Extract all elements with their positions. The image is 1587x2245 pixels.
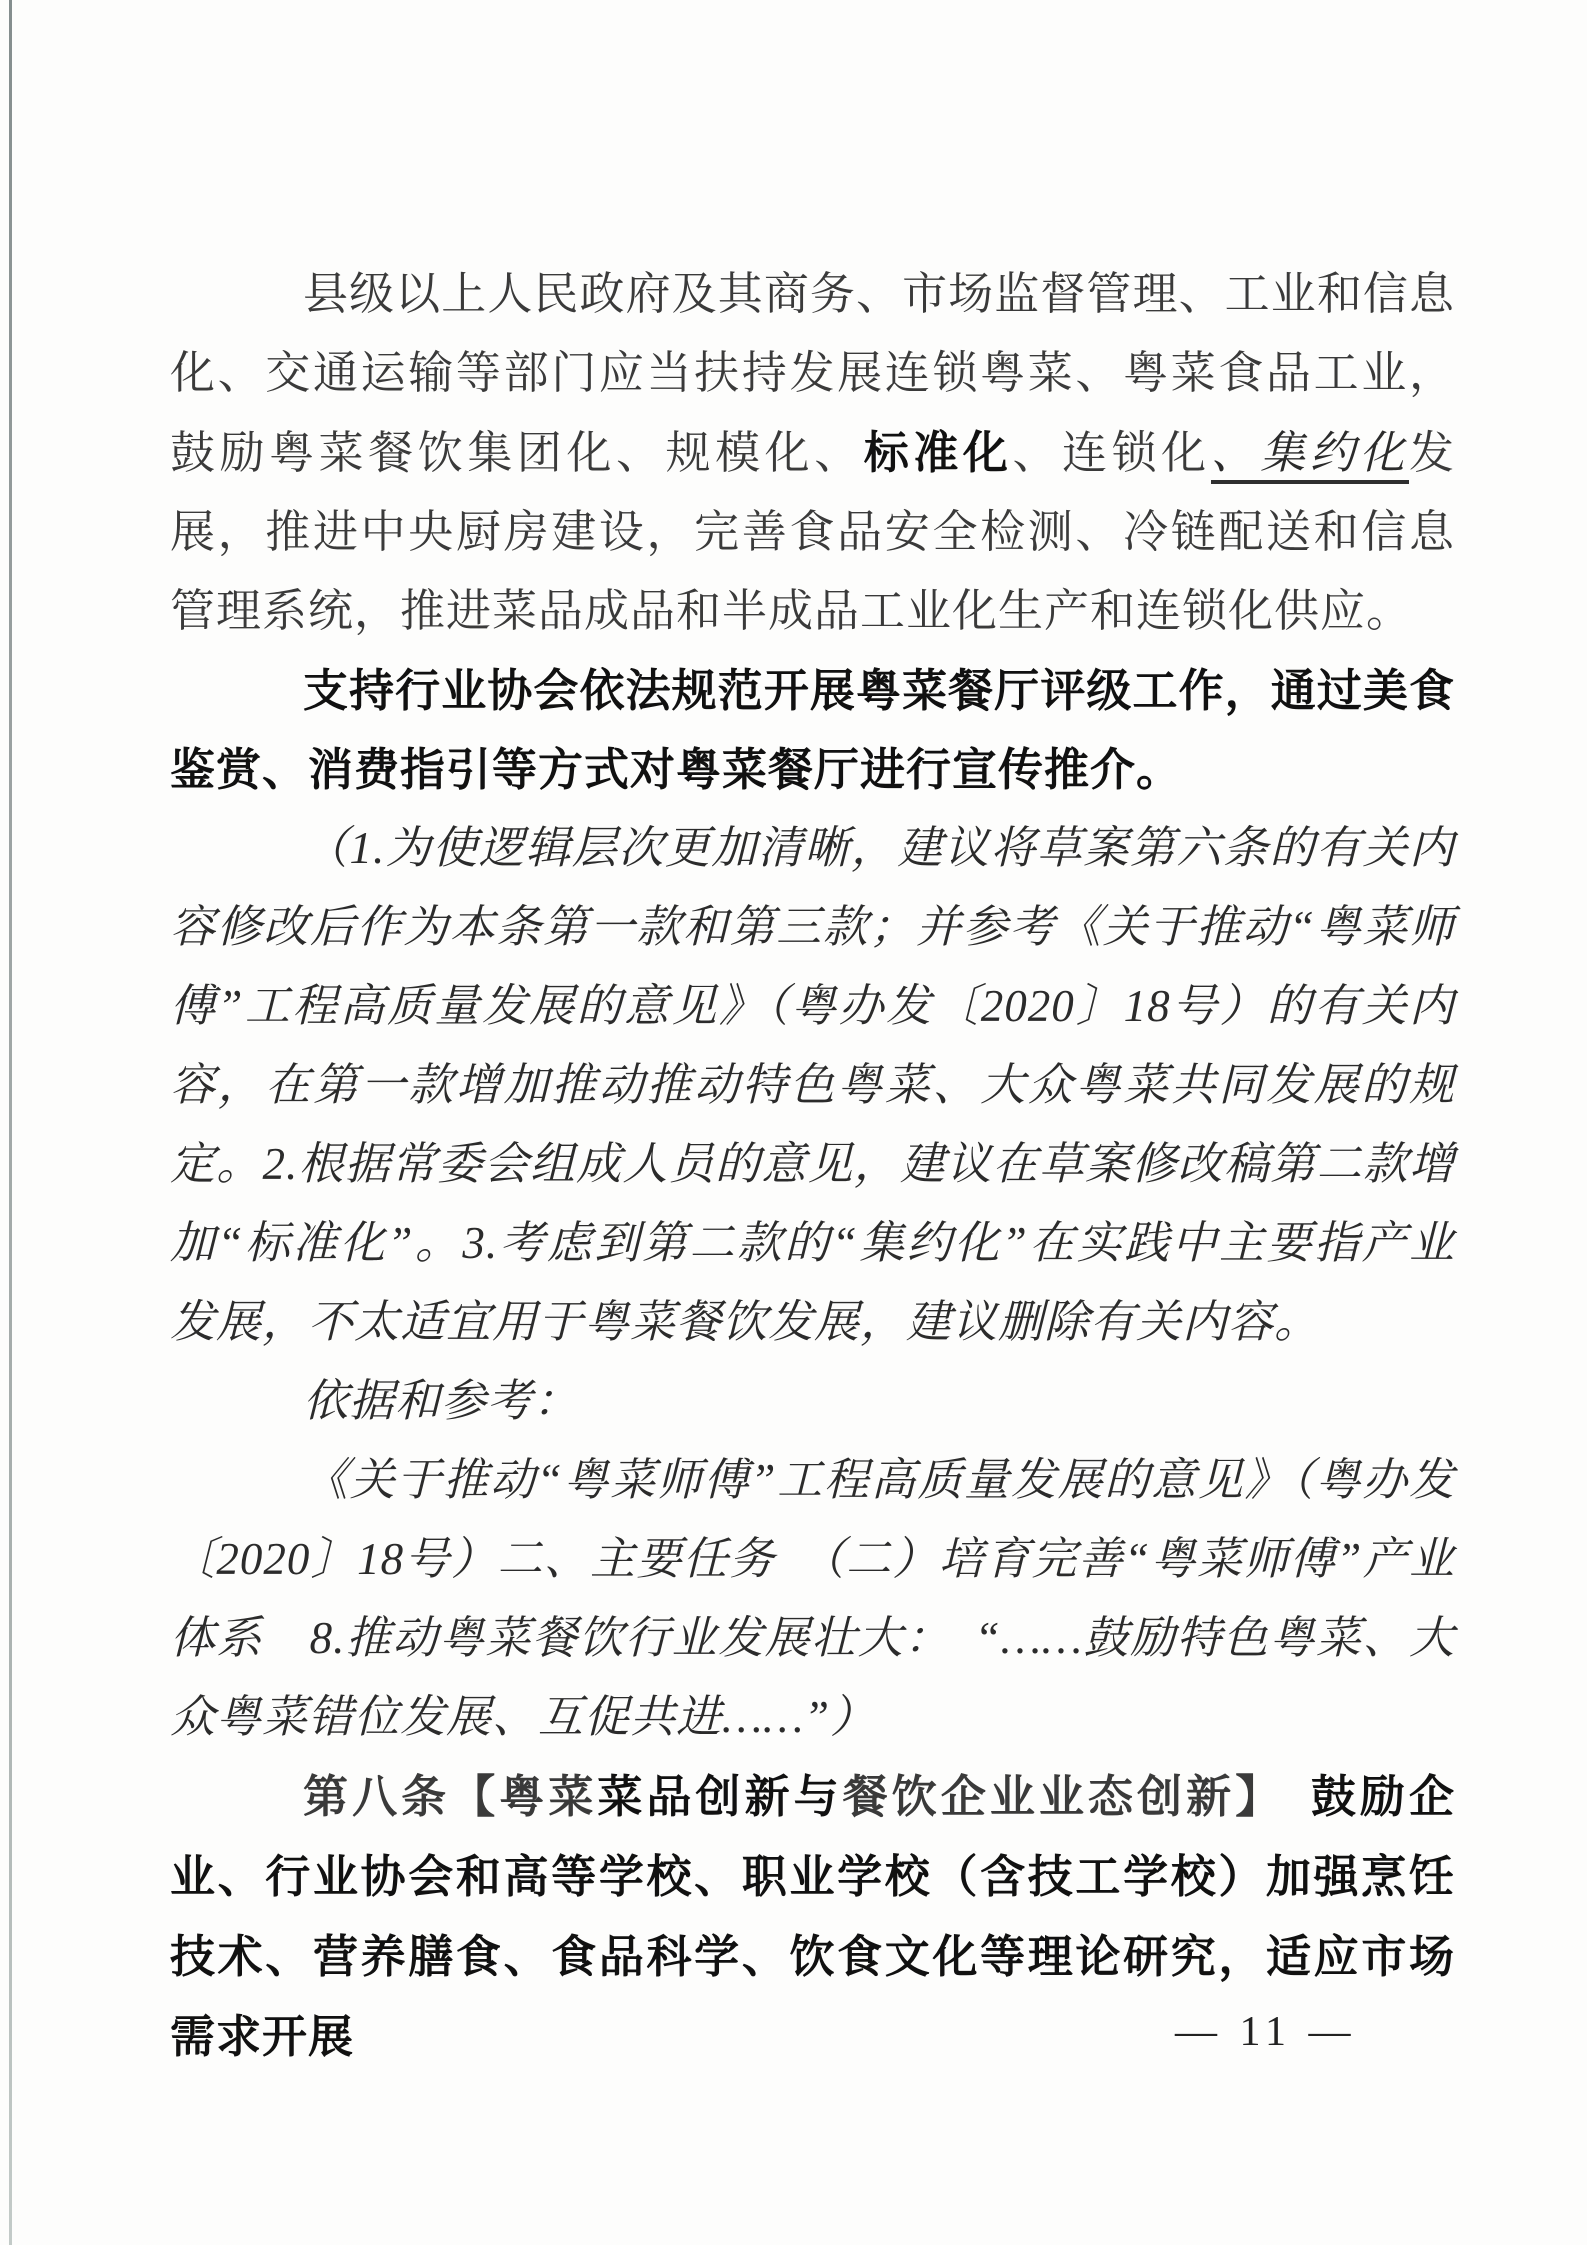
body-paragraph-annotation-notes: [170, 809, 1455, 1362]
underlined-inserted-text: 、集约化: [1211, 428, 1409, 484]
paragraph-text: 依据和参考：: [303, 1376, 580, 1426]
document-body: [170, 255, 1455, 2077]
article-number-and-title-start: 第八条【粤菜: [303, 1772, 598, 1822]
paragraph-text: 支持行业协会依法规范开展粤菜餐厅评级工作，通过美食鉴赏、消费指引等方式对粤菜餐厅进行宣传推介。: [170, 665, 1455, 795]
scan-artifact-line: [9, 0, 12, 2245]
bold-inserted-text: 标准化: [863, 427, 1013, 478]
paragraph-text: 县级以上人民政府及其商务、市场监督管理、工业和信息化、交通运输等部门应当扶持发展连锁粤菜、粤菜食品工业，鼓励粤菜餐饮集团化、规模化、: [170, 269, 1455, 478]
body-paragraph-reference-citation: [170, 1441, 1455, 1757]
bold-inserted-title-text: 菜品创新与: [597, 1771, 843, 1822]
paragraph-text: （1.为使逻辑层次更加清晰，建议将草案第六条的有关内容修改后作为本条第一款和第三款；并参考《关于推动“粤菜师傅”工程高质量发展的意见》（粤办发〔2020〕18号）的有关内容，在第一款增加推动推动特色粤菜、大众粤菜共同发展的规定。2.根据常委会组成人员的意见，建议在草案修改稿第二款增加“标准化”。3.考虑到第二款的“集约化”在实践中主要指产业发展，不太适宜用于粤菜餐饮发展，建议删除有关内容。: [170, 823, 1455, 1347]
body-paragraph-association-rating: [170, 651, 1455, 809]
paragraph-text: 发展，推进中央厨房建设，完善食品安全检测、冷链配送和信息管理系统，推进菜品成品和半成品工业化生产和连锁化供应。: [170, 428, 1455, 636]
body-paragraph-government-support: [170, 255, 1455, 651]
article-title-rest: 餐饮企业业态创新】: [842, 1772, 1311, 1822]
body-paragraph-basis-reference-label: [170, 1362, 1455, 1441]
paragraph-text: 《关于推动“粤菜师傅”工程高质量发展的意见》（粤办发〔2020〕18号）二、主要任务 （二）培育完善“粤菜师傅”产业体系 8.推动粤菜餐饮行业发展壮大： “……鼓励特色粤菜、大众粤菜错位发展、互促共进……”）: [170, 1455, 1455, 1742]
paragraph-text: 、连锁化: [1012, 428, 1211, 478]
page-number: — 11 —: [1175, 2009, 1357, 2055]
article-body-text: 鼓励企业、行业协会和高等学校、职业学校（含技工学校）加强烹饪技术、营养膳食、食品科学、饮食文化等理论研究，适应市场需求开展: [170, 1771, 1455, 2062]
